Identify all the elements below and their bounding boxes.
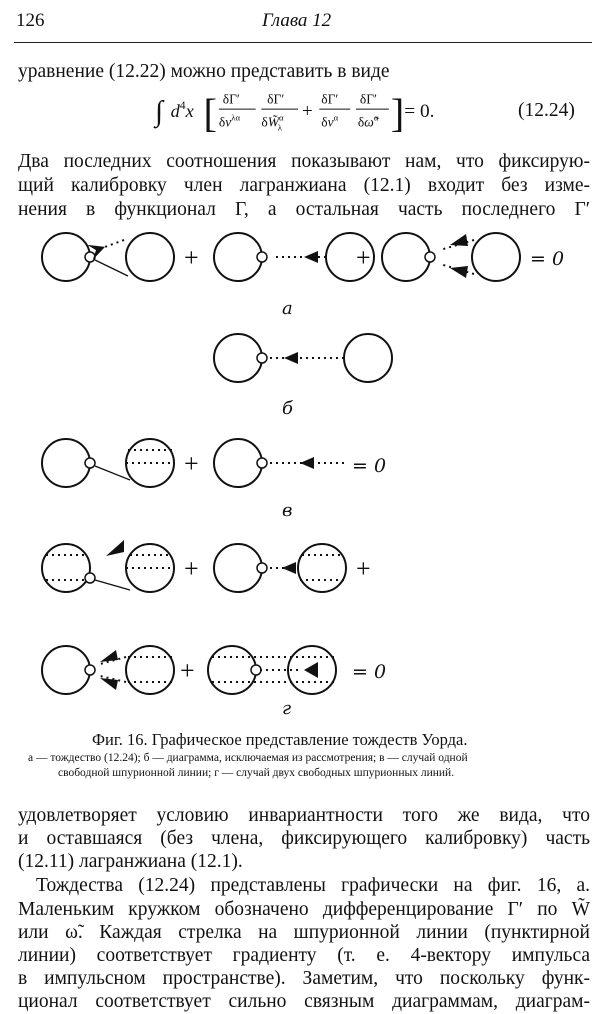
figure-caption: Фиг. 16. Графическое представление тождеств Уорда. xyxy=(92,730,468,749)
page-number: 126 xyxy=(16,10,45,31)
para3-line: и оставшаяся (без члена, фиксирующего калибровку) часть xyxy=(18,828,590,849)
para3-line: (12.11) лагранжиана (12.1). xyxy=(18,851,243,872)
diagram-g-1 xyxy=(42,540,174,592)
figure-label-a: а xyxy=(282,298,293,319)
para4-line: или ω̃. Каждая стрелка на шпурионной линии (пунктирной xyxy=(18,922,590,943)
svg-text:δW̃αλ: δW̃$^\alpha$ λ xyxy=(261,112,284,133)
para1-intro: уравнение (12.22) можно представить в виде xyxy=(18,61,390,82)
equals-zero: = 0 xyxy=(352,661,387,683)
caption-note-line: а — тождество (12.24); б — диаграмма, исключаемая из рассмотрения; в — случай одной xyxy=(28,752,468,764)
diagram-g-2 xyxy=(214,544,346,592)
svg-text:+: + xyxy=(301,100,313,122)
para4-line: в импульсном пространстве). Заметим, что поскольку функ- xyxy=(18,968,590,989)
svg-text:[: [ xyxy=(203,90,217,136)
svg-text:δΓ′: δΓ′ xyxy=(359,91,377,107)
equals-zero: = 0 xyxy=(530,248,565,270)
svg-text:δΓ′: δΓ′ xyxy=(321,91,339,107)
para2-line: нения в функционал Γ, а остальная часть последнего Γ′ xyxy=(18,199,590,220)
diagram-g-3 xyxy=(42,646,174,694)
svg-text:δΓ′: δΓ′ xyxy=(222,91,240,107)
plus-sign: + xyxy=(184,554,199,583)
equation-number: (12.24) xyxy=(518,100,575,121)
figure-label-b: б xyxy=(282,398,293,419)
plus-sign: + xyxy=(356,243,371,272)
equals-zero: = 0 xyxy=(352,455,387,477)
para2-line: щий калибровку член лагранжиана (12.1) входит без изме- xyxy=(18,175,590,196)
svg-text:δΓ′: δΓ′ xyxy=(267,91,285,107)
diagram-g-4 xyxy=(208,646,336,694)
svg-text:∫: ∫ xyxy=(155,95,164,128)
para4-line: ционал соответствует сильно связным диаграммам, диаграм- xyxy=(18,991,590,1012)
figure-label-g: г xyxy=(282,698,292,719)
diagram-a-3 xyxy=(382,233,520,281)
diagram-a-2 xyxy=(214,233,374,281)
diagram-a-1 xyxy=(42,233,174,281)
diagram-v-2 xyxy=(214,439,346,487)
eq-rhs: = 0. xyxy=(404,100,435,122)
plus-sign: + xyxy=(184,449,199,478)
para4-line: линии) соответствует градиенту (т. е. 4-вектору импульса xyxy=(18,945,590,966)
diagram-b xyxy=(214,334,392,382)
svg-text:δvλα: $\delta v^{\lambda\alpha}$ xyxy=(218,112,241,130)
para4-line: Тождества (12.24) представлены графически на фиг. 16, а. xyxy=(36,875,590,896)
figure-label-v: в xyxy=(282,500,293,521)
plus-sign: + xyxy=(184,243,199,272)
svg-text:δvα: $\delta v^\alpha$ xyxy=(321,112,339,130)
svg-text:δω̃α: δω̃$^\alpha$ xyxy=(357,112,379,130)
svg-text:d4x: $d^4x$ xyxy=(170,99,194,121)
plus-sign: + xyxy=(356,554,371,583)
para3-line: удовлетворяет условию инвариантности того же вида, что xyxy=(18,805,590,826)
para4-line: Маленьким кружком обозначено дифференцирование Γ′ по W̃ xyxy=(18,899,590,920)
caption-note-line: свободной шпурионной линии; г — случай двух свободных шпурионных линий. xyxy=(58,767,455,779)
plus-sign: + xyxy=(180,656,195,685)
svg-text:]: ] xyxy=(390,90,405,136)
para2-line: Два последних соотношения показывают нам, что фиксирую- xyxy=(18,151,590,172)
diagram-v-1 xyxy=(42,439,174,487)
chapter-title: Глава 12 xyxy=(262,10,332,31)
